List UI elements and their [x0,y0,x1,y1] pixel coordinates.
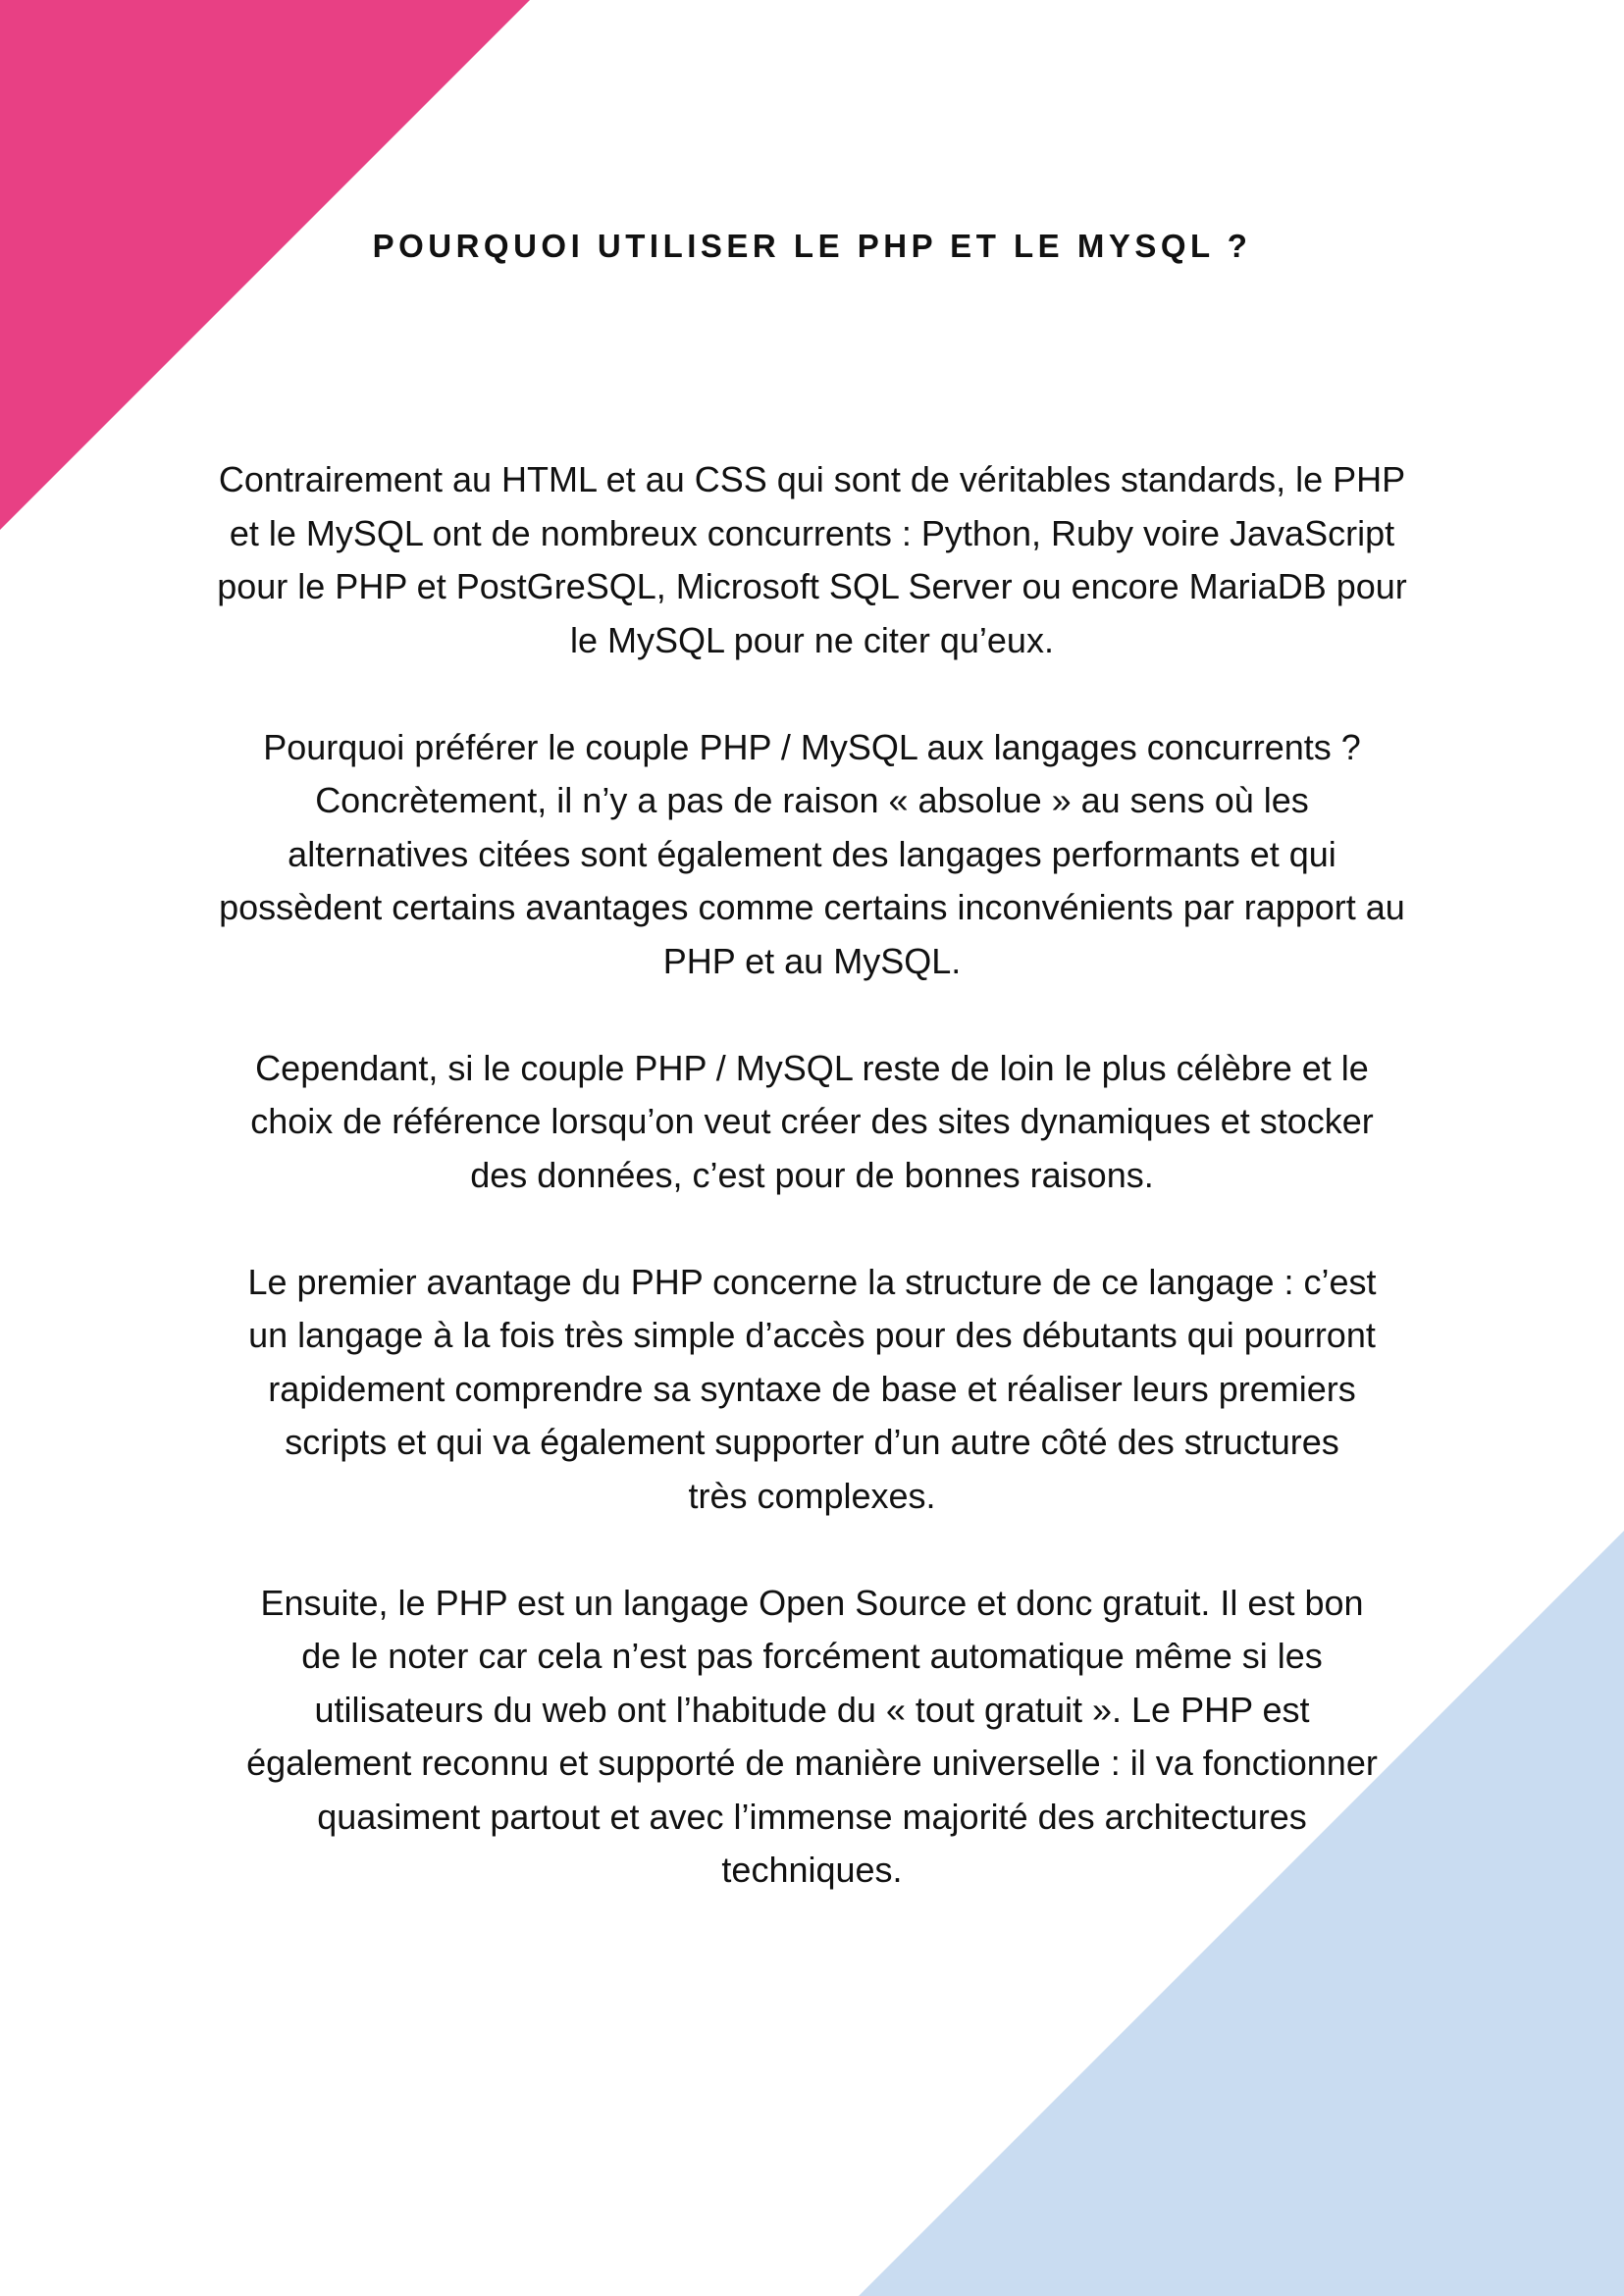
paragraph-2: Pourquoi préférer le couple PHP / MySQL aux langages concurrents ? Concrètement, il n’y a pas de raison « absolue » au sens où les alternatives citées sont également des langages performants et qui possèdent certains avantages comme certains inconvénients par rapport au PHP et au MySQL. [219,726,1405,981]
pink-corner-triangle [0,0,530,530]
paragraph-4: Le premier avantage du PHP concerne la structure de ce langage : c’est un langage à la fois très simple d’accès pour des débutants qui pourront rapidement comprendre sa syntaxe de base et réaliser leurs premiers scripts et qui va également supporter d’un autre côté des structures très complexes. [247,1261,1377,1516]
page-title: POURQUOI UTILISER LE PHP ET LE MYSQL ? [372,228,1252,264]
paragraph-1: Contrairement au HTML et au CSS qui sont de véritables standards, le PHP et le MySQL ont de nombreux concurrents : Python, Ruby voire JavaScript pour le PHP et PostGreSQL, Microsoft SQL Server ou encore MariaDB pour le MySQL pour ne citer qu’eux. [217,459,1407,660]
paragraph-5: Ensuite, le PHP est un langage Open Source et donc gratuit. Il est bon de le noter car cela n’est pas forcément automatique même si les utilisateurs du web ont l’habitude du « tout gratuit ». Le PHP est également reconnu et supporté de manière universelle : il va fonctionner quasiment partout et avec l’immense majorité des architectures techniques. [246,1582,1378,1890]
body-text [157,453,1467,1951]
paragraph-3: Cependant, si le couple PHP / MySQL reste de loin le plus célèbre et le choix de référence lorsqu’on veut créer des sites dynamiques et stocker des données, c’est pour de bonnes raisons. [250,1047,1374,1195]
